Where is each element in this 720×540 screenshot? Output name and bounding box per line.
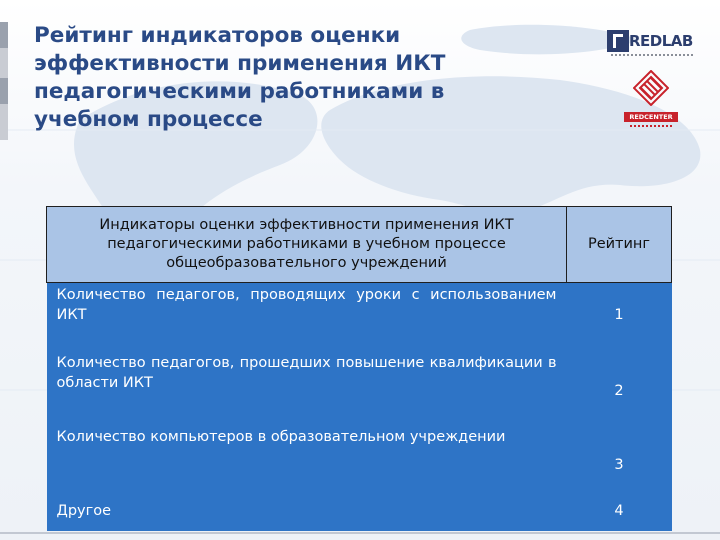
indicator-column-header: Индикаторы оценки эффективности применения ИКТ педагогическими работниками в учебном процессе общеобразовательного учреждений [47,207,567,283]
table-row [47,349,672,423]
table-header-row [47,207,672,283]
rank-column-header: Рейтинг [567,207,672,283]
redlab-logo-icon [607,30,629,52]
redcenter-tagline [630,125,672,127]
rank-cell: 2 [567,349,672,423]
indicator-cell: Другое [47,497,567,531]
indicator-cell: Количество педагогов, прошедших повышение квалификации в области ИКТ [47,349,567,423]
redcenter-diamond-icon [633,70,669,106]
rating-table [46,206,672,531]
table-row [47,423,672,497]
redlab-tagline [611,54,695,56]
accent-block [0,78,8,104]
table-row [47,497,672,531]
accent-block [0,22,8,48]
table-row [47,283,672,350]
redcenter-logo [624,70,678,134]
bottom-divider [0,532,720,534]
title-accent-bar [0,22,8,140]
indicator-cell: Количество компьютеров в образовательном учреждении [47,423,567,497]
redlab-logo-text: REDLAB [629,32,693,50]
rank-cell: 3 [567,423,672,497]
rank-cell: 4 [567,497,672,531]
rank-cell: 1 [567,283,672,350]
redcenter-logo-text: REDCENTER [624,112,678,122]
slide-title: Рейтинг индикаторов оценки эффективности применения ИКТ педагогическими работниками в учебном процессе [34,23,446,132]
redlab-logo [607,30,695,62]
indicator-cell: Количество педагогов, проводящих уроки с использованием ИКТ [47,283,567,350]
